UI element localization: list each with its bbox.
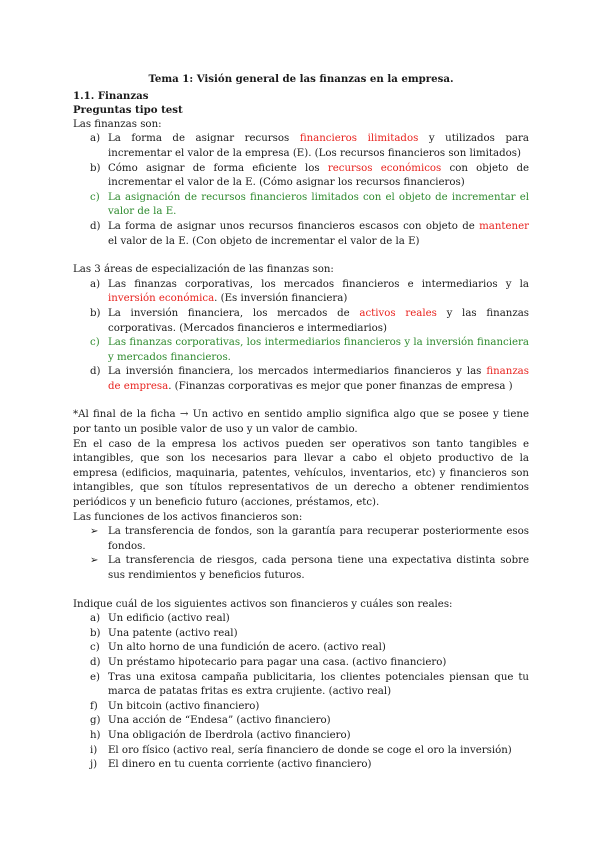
question-3-option: b) Una patente (activo real) xyxy=(90,627,238,639)
question-1-stem: Las finanzas son: xyxy=(73,118,162,130)
option-marker: a) xyxy=(90,133,101,145)
question-3-option: i) El oro físico (activo real, sería financiero de donde se coge el oro la inversión) xyxy=(90,744,512,756)
option-marker: a) xyxy=(90,278,101,290)
question-3-option: j) El dinero en tu cuenta corriente (activo financiero) xyxy=(90,759,372,771)
functions-item: ➢ La transferencia de riesgos, cada persona tiene una expectativa distinta sobre sus rendimientos y beneficios futuros. xyxy=(90,555,529,581)
note-activo-definition: *Al final de la ficha → Un activo en sentido amplio significa algo que se posee y tiene por tanto un posible valor de uso y un valor de cambio. xyxy=(73,409,529,436)
question-3-option: h) Una obligación de Iberdrola (activo financiero) xyxy=(90,729,351,741)
option-marker: c) xyxy=(90,191,100,203)
question-3-options xyxy=(73,612,529,773)
highlight-error: inversión económica xyxy=(108,293,215,305)
option-marker: d) xyxy=(90,366,101,378)
question-3-option: e) Tras una exitosa campaña publicitaria, los clientes potenciales piensan que tu marca de patatas fritas es extra crujiente. (activo real) xyxy=(90,671,529,698)
functions-stem: Las funciones de los activos financieros son: xyxy=(73,511,303,523)
highlight-error: mantener xyxy=(479,220,529,232)
highlight-error: financieros ilimitados xyxy=(299,133,419,145)
question-1-option-c-correct: c) La asignación de recursos financieros limitados con el objeto de incrementar el valor de la E. xyxy=(90,191,529,218)
question-1-option-b: b) Cómo asignar de forma eficiente los recursos económicos con objeto de incrementar el valor de la E. (Cómo asignar los recursos financieros) xyxy=(90,162,529,189)
functions-item: ➢ La transferencia de fondos, son la garantía para recuperar posteriormente esos fondos. xyxy=(90,526,529,552)
page-title: Tema 1: Visión general de las finanzas en la empresa. xyxy=(148,73,454,85)
question-3-option: c) Un alto horno de una fundición de acero. (activo real) xyxy=(90,642,386,654)
question-3-option: d) Un préstamo hipotecario para pagar una casa. (activo financiero) xyxy=(90,656,447,668)
question-1-options xyxy=(73,132,529,249)
option-marker: b) xyxy=(90,307,101,319)
question-2-option-d: d) La inversión financiera, los mercados intermediarios financieros y las finanzas de empresa. (Finanzas corporativas es mejor que poner finanzas de empresa ) xyxy=(90,366,529,392)
section-heading: 1.1. Finanzas xyxy=(73,89,149,102)
question-2-option-b: b) La inversión financiera, los mercados de activos reales y las finanzas corporativas. (Mercados financieros e intermediarios) xyxy=(90,307,529,334)
option-marker: c) xyxy=(90,337,100,349)
arrow-bullet-icon: ➢ xyxy=(90,555,99,567)
highlight-error: finanzas de empresa xyxy=(108,366,529,392)
option-marker: b) xyxy=(90,162,101,174)
highlight-error: recursos económicos xyxy=(327,162,442,174)
question-2-stem: Las 3 áreas de especialización de las finanzas son: xyxy=(73,264,334,276)
question-2-option-a: a) Las finanzas corporativas, los mercados financieros e intermediarios y la inversión económica. (Es inversión financiera) xyxy=(90,278,529,305)
question-1-option-a: a) La forma de asignar recursos financieros ilimitados y utilizados para incrementar el valor de la empresa (E). (Los recursos financieros son limitados) xyxy=(90,133,529,159)
question-2-options xyxy=(73,278,529,395)
document-page xyxy=(73,72,529,773)
question-3-option: a) Un edificio (activo real) xyxy=(90,613,230,625)
option-marker: d) xyxy=(90,220,101,232)
question-3-option: g) Una acción de “Endesa” (activo financiero) xyxy=(90,715,331,727)
note-activos-empresa: En el caso de la empresa los activos pueden ser operativos son tanto tangibles e intangibles, que son los necesarios para llevar a cabo el objeto productivo de la empresa (edificios, maquinaria, patentes, vehículos, inventarios, etc) y financieros son intangibles, que son títulos representativos de un derecho a obtener rendimientos periódicos y un beneficio futuro (acciones, préstamos, etc). xyxy=(73,438,529,509)
subsection-heading: Preguntas tipo test xyxy=(73,104,183,117)
question-3-stem: Indique cuál de los siguientes activos son financieros y cuáles son reales: xyxy=(73,598,453,610)
functions-list xyxy=(73,525,529,583)
question-2-option-c-correct: c) Las finanzas corporativas, los intermediarios financieros y la inversión financiera y mercados financieros. xyxy=(90,337,529,363)
question-1-option-d: d) La forma de asignar unos recursos financieros escasos con objeto de mantener el valor de la E. (Con objeto de incrementar el valor de la E) xyxy=(90,220,529,247)
arrow-bullet-icon: ➢ xyxy=(90,526,99,538)
highlight-error: activos reales xyxy=(359,307,437,319)
question-3-option: f) Un bitcoin (activo financiero) xyxy=(90,700,260,712)
